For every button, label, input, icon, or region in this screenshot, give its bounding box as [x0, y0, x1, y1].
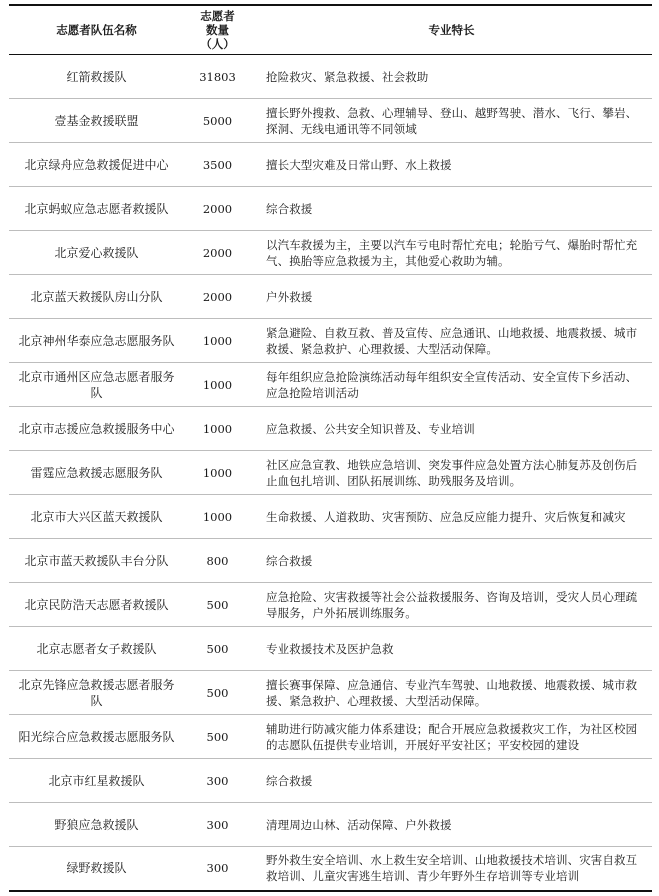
team-name-cell: 北京市蓝天救援队丰台分队	[9, 539, 184, 583]
team-name-cell: 北京志愿者女子救援队	[9, 627, 184, 671]
volunteer-count-cell: 500	[184, 715, 251, 759]
table-row	[9, 99, 652, 143]
table-row	[9, 583, 652, 627]
team-name-cell: 北京民防浩天志愿者救援队	[9, 583, 184, 627]
specialty-cell: 综合救援	[251, 187, 652, 231]
volunteer-count-cell: 500	[184, 627, 251, 671]
specialty-cell: 紧急避险、自救互救、普及宣传、应急通讯、山地救援、地震救援、城市救援、紧急救护、心理救援、大型活动保障。	[251, 319, 652, 363]
team-name-cell: 北京蓝天救援队房山分队	[9, 275, 184, 319]
table-row	[9, 803, 652, 847]
volunteer-count-cell: 5000	[184, 99, 251, 143]
volunteer-count-cell: 500	[184, 671, 251, 715]
specialty-cell: 擅长赛事保障、应急通信、专业汽车驾驶、山地救援、地震救援、城市救援、紧急救护、心理救援、大型活动保障。	[251, 671, 652, 715]
specialty-cell: 每年组织应急抢险演练活动每年组织安全宣传活动、安全宣传下乡活动、应急抢险培训活动	[251, 363, 652, 407]
team-name-cell: 北京爱心救援队	[9, 231, 184, 275]
volunteer-count-cell: 31803	[199, 69, 236, 84]
team-name-cell: 北京蚂蚁应急志愿者救援队	[9, 187, 184, 231]
table-row	[9, 539, 652, 583]
volunteer-count-cell: 500	[184, 583, 251, 627]
team-name-cell: 北京先锋应急救援志愿者服务队	[9, 671, 184, 715]
volunteer-count-cell: 300	[184, 803, 251, 847]
specialty-cell: 社区应急宣教、地铁应急培训、突发事件应急处置方法心肺复苏及创伤后止血包扎培训、团队拓展训练、助残服务及培训。	[251, 451, 652, 495]
table-row	[9, 495, 652, 539]
volunteer-count-cell: 800	[184, 539, 251, 583]
table-row	[9, 759, 652, 803]
specialty-cell: 擅长大型灾难及日常山野、水上救援	[251, 143, 652, 187]
header-team-name: 志愿者队伍名称	[9, 5, 184, 55]
table-row	[9, 847, 652, 891]
table-row	[9, 187, 652, 231]
specialty-cell: 抢险救灾、紧急救援、社会救助	[266, 69, 429, 84]
volunteer-count-cell: 1000	[184, 451, 251, 495]
volunteer-teams-table	[9, 4, 652, 892]
specialty-cell: 以汽车救援为主，主要以汽车亏电时帮忙充电；轮胎亏气、爆胎时帮忙充气、换胎等应急救援为主，其他爱心救助为辅。	[251, 231, 652, 275]
specialty-cell: 生命救援、人道救助、灾害预防、应急反应能力提升、灾后恢复和减灾	[251, 495, 652, 539]
table-row	[9, 715, 652, 759]
specialty-cell: 擅长野外搜救、急救、心理辅导、登山、越野驾驶、潜水、飞行、攀岩、探洞、无线电通讯等不同领域	[251, 99, 652, 143]
volunteer-count-cell: 1000	[184, 407, 251, 451]
volunteer-count-cell: 2000	[184, 187, 251, 231]
table-row	[9, 275, 652, 319]
volunteer-count-cell: 300	[184, 759, 251, 803]
specialty-cell: 清理周边山林、活动保障、户外救援	[251, 803, 652, 847]
team-name-cell: 北京市大兴区蓝天救援队	[9, 495, 184, 539]
table-row	[9, 671, 652, 715]
volunteer-count-cell: 2000	[184, 275, 251, 319]
table-row	[9, 407, 652, 451]
table-row	[9, 451, 652, 495]
team-name-cell: 壹基金救援联盟	[9, 99, 184, 143]
table-row	[9, 143, 652, 187]
team-name-cell: 阳光综合应急救援志愿服务队	[9, 715, 184, 759]
team-name-cell: 北京市红星救援队	[9, 759, 184, 803]
volunteer-count-cell: 3500	[184, 143, 251, 187]
team-name-cell: 雷霆应急救援志愿服务队	[9, 451, 184, 495]
header-specialty: 专业特长	[251, 5, 652, 55]
specialty-cell: 户外救援	[251, 275, 652, 319]
team-name-cell: 北京绿舟应急救援促进中心	[9, 143, 184, 187]
team-name-cell: 红箭救援队	[66, 69, 127, 84]
team-name-cell: 北京市志援应急救援服务中心	[9, 407, 184, 451]
table-row	[9, 319, 652, 363]
table-row	[9, 55, 652, 99]
volunteer-count-cell: 2000	[184, 231, 251, 275]
specialty-cell: 辅助进行防减灾能力体系建设；配合开展应急救援救灾工作，为社区校园的志愿队伍提供专业培训，开展好平安社区；平安校园的建设	[251, 715, 652, 759]
table-row	[9, 627, 652, 671]
specialty-cell: 野外救生安全培训、水上救生安全培训、山地救援技术培训、灾害自救互救培训、儿童灾害逃生培训、青少年野外生存培训等专业培训	[251, 847, 652, 891]
specialty-cell: 应急救援、公共安全知识普及、专业培训	[251, 407, 652, 451]
team-name-cell: 北京神州华泰应急志愿服务队	[9, 319, 184, 363]
specialty-cell: 综合救援	[251, 539, 652, 583]
team-name-cell: 野狼应急救援队	[9, 803, 184, 847]
volunteer-count-cell: 1000	[184, 319, 251, 363]
table-row	[9, 363, 652, 407]
header-volunteer-count: 志愿者 数量 （人）	[184, 5, 251, 55]
table-row	[9, 231, 652, 275]
team-name-cell: 绿野救援队	[9, 847, 184, 891]
volunteer-count-cell: 300	[184, 847, 251, 891]
specialty-cell: 综合救援	[251, 759, 652, 803]
specialty-cell: 专业救援技术及医护急救	[251, 627, 652, 671]
table-header-row	[9, 5, 652, 55]
volunteer-count-cell: 1000	[184, 495, 251, 539]
volunteer-count-cell: 1000	[184, 363, 251, 407]
specialty-cell: 应急抢险、灾害救援等社会公益救援服务、咨询及培训，受灾人员心理疏导服务，户外拓展训练服务。	[251, 583, 652, 627]
team-name-cell: 北京市通州区应急志愿者服务队	[9, 363, 184, 407]
